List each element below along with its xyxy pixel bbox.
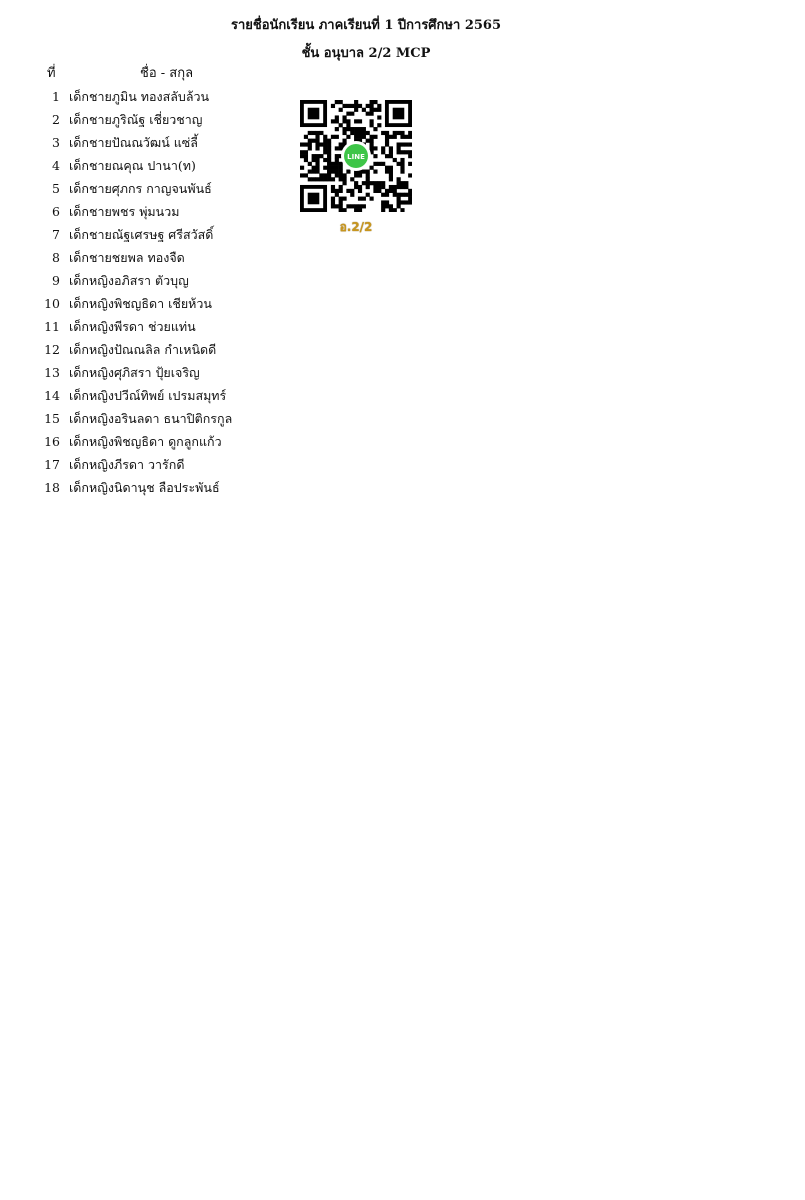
list-item [0,177,300,200]
student-number: 16 [44,434,60,449]
student-number: 7 [52,227,60,242]
student-name: เด็กชายชยพล ทองจืด [69,250,185,265]
student-name: เด็กชายณัฐเศรษฐ ศรีสวัสดิ์ [69,227,214,242]
student-name: เด็กหญิงภีรดา วารักดี [69,457,185,472]
line-qr-code-icon[interactable] [300,100,412,212]
student-number: 15 [44,411,60,426]
column-header-number: ที่ [47,66,56,81]
student-name: เด็กชายศุภกร กาญจนพันธ์ [69,181,212,196]
student-number: 1 [52,89,60,104]
student-number: 12 [44,342,60,357]
page-title: รายชื่อนักเรียน ภาคเรียนที่ 1 ปีการศึกษา 2565 [230,18,501,33]
student-name: เด็กหญิงศุภิสรา ปุ้ยเจริญ [69,365,200,380]
student-name: เด็กชายภูริณัฐ เชี่ยวชาญ [69,112,203,127]
list-item [0,476,300,499]
student-number: 17 [44,457,60,472]
student-name: เด็กหญิงอรินลดา ธนาปิติกรกูล [69,411,233,426]
list-item [0,108,300,131]
list-item [0,407,300,430]
list-item [0,384,300,407]
student-number: 9 [52,273,60,288]
list-item [0,131,300,154]
list-item [0,154,300,177]
list-item [0,292,300,315]
student-name: เด็กหญิงปวีณ์ทิพย์ เปรมสมุทร์ [69,388,227,403]
student-list [0,85,300,499]
list-item [0,85,300,108]
list-item [0,223,300,246]
list-item [0,338,300,361]
qr-code-image [300,100,412,212]
list-item [0,269,300,292]
student-number: 11 [44,319,60,334]
list-item [0,200,300,223]
student-name: เด็กหญิงนิดานุช ลือประพันธ์ [69,480,220,495]
student-number: 14 [44,388,60,403]
list-item [0,430,300,453]
student-name: เด็กชายณคุณ ปานา(ท) [69,158,196,173]
line-logo-text: LINE [347,153,365,161]
column-header-name: ชื่อ - สกุล [140,66,194,81]
student-number: 4 [52,158,60,173]
list-item [0,315,300,338]
student-name: เด็กหญิงพิชญธิดา ดูกลูกแก้ว [69,434,222,449]
student-name: เด็กหญิงปัณณลิล กำเหนิดดี [69,342,217,357]
student-name: เด็กชายพชร พุ่มนวม [69,204,180,219]
list-item [0,453,300,476]
student-number: 18 [44,480,60,495]
student-number: 8 [52,250,60,265]
student-number: 3 [52,135,60,150]
page-subtitle: ชั้น อนุบาล 2/2 MCP [301,46,431,61]
student-name: เด็กหญิงอภิสรา ตัวบุญ [69,273,189,288]
student-number: 13 [44,365,60,380]
student-number: 2 [52,112,60,127]
student-number: 5 [52,181,60,196]
qr-caption: อ.2/2 [339,220,373,234]
list-item [0,361,300,384]
student-name: เด็กชายภูมิน ทองสลับล้วน [69,89,210,104]
student-name: เด็กหญิงพีรดา ช่วยแท่น [69,319,196,334]
student-number: 10 [44,296,60,311]
student-name: เด็กหญิงพิชญธิดา เชียห้วน [69,296,212,311]
student-number: 6 [52,204,60,219]
list-item [0,246,300,269]
student-name: เด็กชายปัณณวัฒน์ แซ่ลี้ [69,135,198,150]
